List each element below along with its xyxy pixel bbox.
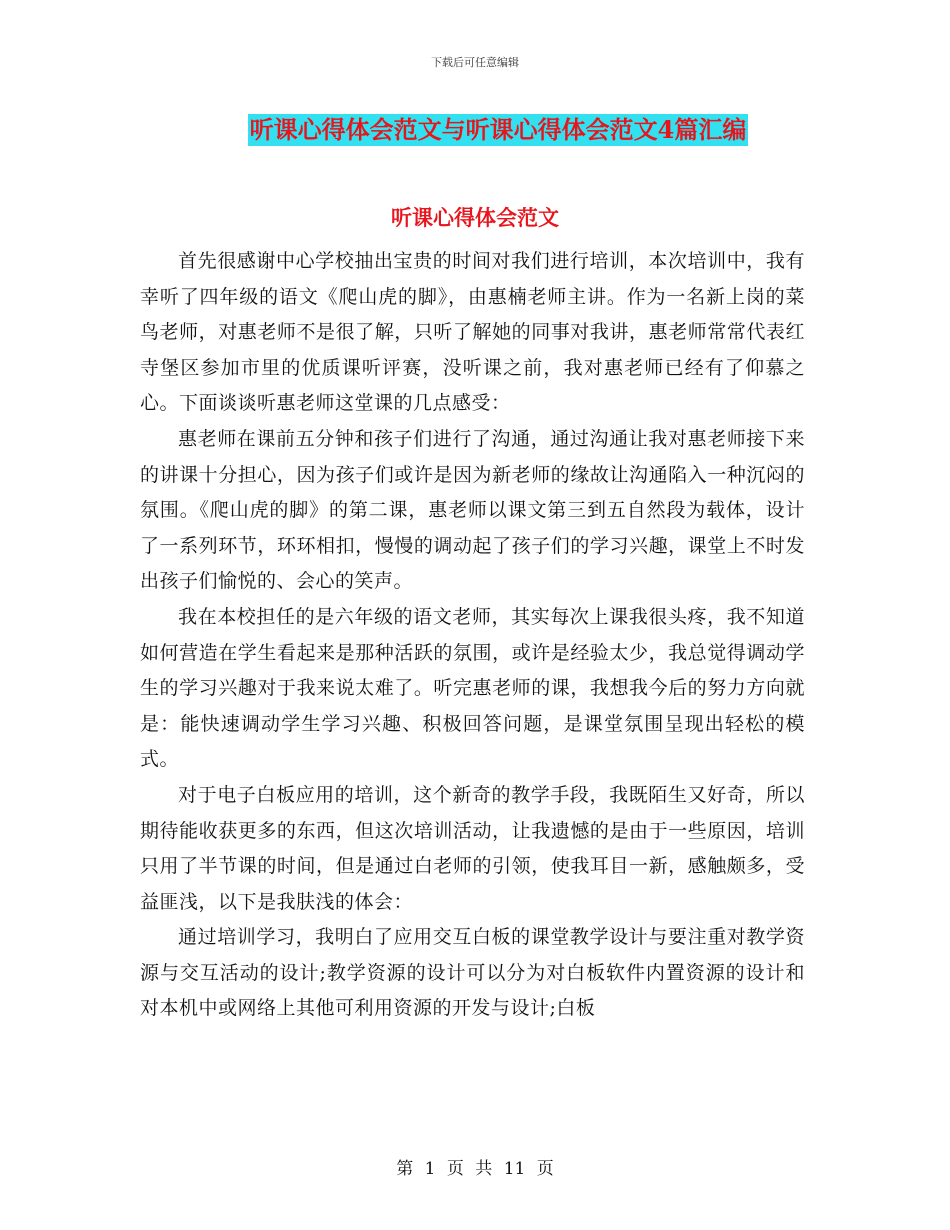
paragraph-3: 我在本校担任的是六年级的语文老师，其实每次上课我很头疼，我不知道如何营造在学生看起来是那种活跃的氛围，或许是经验太少，我总觉得调动学生的学习兴趣对于我来说太难了。听完惠老师的课，我想我今后的努力方向就是：能快速调动学生学习兴趣、积极回答问题，是课堂氛围呈现出轻松的模式。: [140, 605, 805, 771]
paragraph-4: 对于电子白板应用的培训，这个新奇的教学手段，我既陌生又好奇，所以期待能收获更多的东西，但这次培训活动，让我遗憾的是由于一些原因，培训只用了半节课的时间，但是通过白老师的引领，使我耳目一新，感触颇多，受益匪浅，以下是我肤浅的体会：: [140, 783, 805, 913]
paragraph-2: 惠老师在课前五分钟和孩子们进行了沟通，通过沟通让我对惠老师接下来的讲课十分担心，因为孩子们或许是因为新老师的缘故让沟通陷入一种沉闷的氛围。《爬山虎的脚》的第二课，惠老师以课文第三到五自然段为载体，设计了一系列环节，环环相扣，慢慢的调动起了孩子们的学习兴趣，课堂上不时发出孩子们愉悦的、会心的笑声。: [140, 427, 805, 593]
main-title-container: [0, 114, 950, 146]
paragraph-1: 首先很感谢中心学校抽出宝贵的时间对我们进行培训，本次培训中，我有幸听了四年级的语文《爬山虎的脚》，由惠楠老师主讲。作为一名新上岗的菜鸟老师，对惠老师不是很了解，只听了解她的同事对我讲，惠老师常常代表红寺堡区参加市里的优质课听评赛，没听课之前，我对惠老师已经有了仰慕之心。下面谈谈听惠老师这堂课的几点感受：: [140, 250, 805, 415]
body-text: [140, 244, 805, 1027]
page-footer: 第 1 页 共 11 页: [396, 1159, 554, 1179]
section-title: 听课心得体会范文: [391, 205, 559, 230]
paragraph-5: 通过培训学习，我明白了应用交互白板的课堂教学设计与要注重对教学资源与交互活动的设计;教学资源的设计可以分为对白板软件内置资源的设计和对本机中或网络上其他可利用资源的开发与设计;白板: [140, 926, 805, 1020]
header-note: 下载后可任意编辑: [431, 56, 519, 69]
main-title: 听课心得体会范文与听课心得体会范文4篇汇编: [249, 115, 747, 144]
